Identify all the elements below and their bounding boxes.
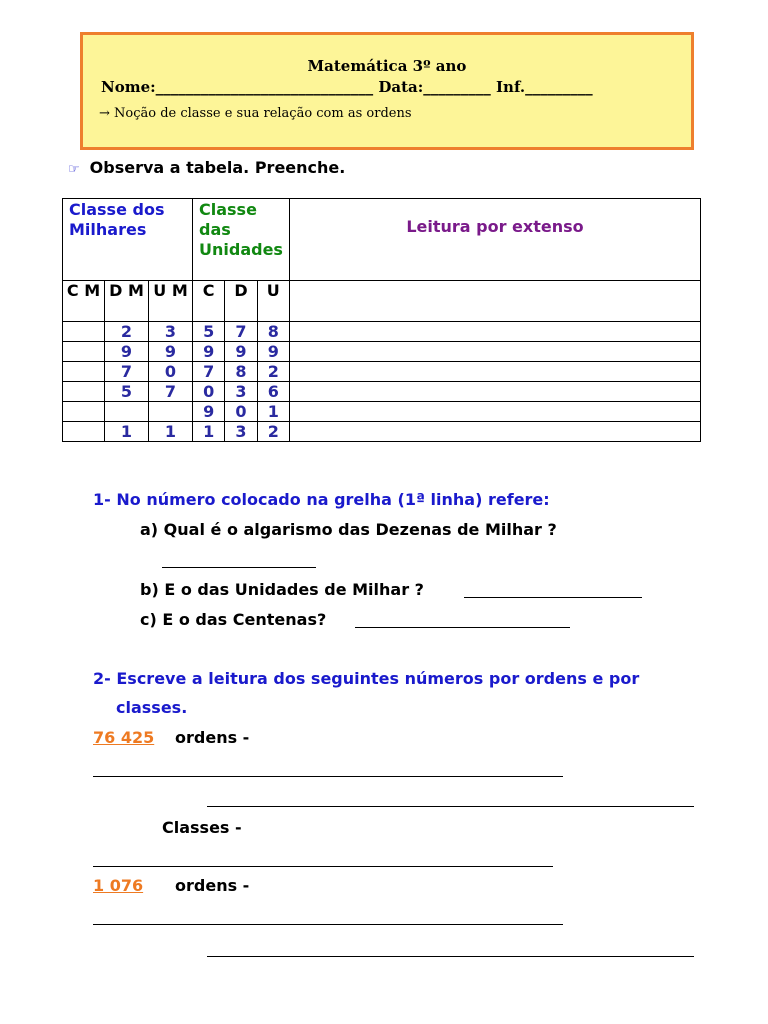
sub-header-u: U (257, 281, 289, 322)
sub-header-dm: D M (105, 281, 149, 322)
number-item-2 (93, 876, 143, 895)
cell-cm[interactable] (63, 362, 105, 382)
cell-reading[interactable] (289, 322, 700, 342)
ordens-label-1: ordens - (175, 728, 250, 747)
topic-line: → Noção de classe e sua relação com as ordens (99, 106, 412, 121)
cell-c[interactable]: 9 (193, 402, 225, 422)
answer-line-classes-1[interactable] (93, 866, 553, 867)
cell-reading[interactable] (289, 362, 700, 382)
cell-reading[interactable] (289, 342, 700, 362)
question-1c: c) E o das Centenas? (140, 610, 327, 629)
worksheet-header (80, 32, 694, 150)
cell-dm[interactable]: 9 (105, 342, 149, 362)
cell-um[interactable]: 7 (149, 382, 193, 402)
cell-reading[interactable] (289, 422, 700, 442)
table-row (63, 382, 701, 402)
question-2 (93, 669, 639, 688)
cell-u[interactable]: 8 (257, 322, 289, 342)
classes-label-1: Classes - (162, 818, 242, 837)
cell-cm[interactable] (63, 382, 105, 402)
table-row (63, 322, 701, 342)
question-1-number: 1- (93, 490, 111, 509)
cell-dm[interactable] (105, 402, 149, 422)
name-date-info-line: Nome:_____________________________ Data:_________ Inf._________ (101, 78, 593, 96)
number-1076: 1 076 (93, 876, 144, 895)
cell-d[interactable]: 0 (225, 402, 257, 422)
cell-d[interactable]: 7 (225, 322, 257, 342)
cell-um[interactable]: 3 (149, 322, 193, 342)
question-2-text-cont: classes. (116, 698, 188, 717)
sub-header-um: U M (149, 281, 193, 322)
cell-d[interactable]: 3 (225, 422, 257, 442)
cell-u[interactable]: 9 (257, 342, 289, 362)
pointing-hand-icon: ☞ (68, 162, 80, 177)
worksheet-title: Matemática 3º ano (307, 57, 467, 75)
question-2-text: Escreve a leitura dos seguintes números por ordens e por (116, 669, 640, 688)
table-row (63, 362, 701, 382)
answer-line-1b[interactable] (464, 597, 642, 598)
answer-line-ordens-1a[interactable] (93, 776, 563, 777)
sub-header-d: D (225, 281, 257, 322)
question-1a: a) Qual é o algarismo das Dezenas de Milhar ? (140, 520, 557, 539)
table-row (63, 422, 701, 442)
table-row (63, 342, 701, 362)
cell-u[interactable]: 6 (257, 382, 289, 402)
place-value-table (62, 198, 701, 442)
cell-c[interactable]: 0 (193, 382, 225, 402)
cell-cm[interactable] (63, 402, 105, 422)
cell-dm[interactable]: 7 (105, 362, 149, 382)
cell-dm[interactable]: 2 (105, 322, 149, 342)
answer-line-1c[interactable] (355, 627, 570, 628)
number-76425: 76 425 (93, 728, 155, 747)
cell-cm[interactable] (63, 342, 105, 362)
sub-header-cm: C M (63, 281, 105, 322)
instruction-text: Observa a tabela. Preenche. (89, 158, 346, 177)
cell-um[interactable]: 1 (149, 422, 193, 442)
table-row (63, 402, 701, 422)
cell-u[interactable]: 2 (257, 362, 289, 382)
answer-line-ordens-2b[interactable] (207, 956, 694, 957)
cell-um[interactable]: 0 (149, 362, 193, 382)
question-1-text: No número colocado na grelha (1ª linha) refere: (116, 490, 550, 509)
sub-header-c: C (193, 281, 225, 322)
cell-c[interactable]: 7 (193, 362, 225, 382)
cell-c[interactable]: 1 (193, 422, 225, 442)
cell-dm[interactable]: 1 (105, 422, 149, 442)
answer-line-1a[interactable] (162, 567, 316, 568)
number-item-1 (93, 728, 154, 747)
cell-u[interactable]: 1 (257, 402, 289, 422)
cell-c[interactable]: 9 (193, 342, 225, 362)
question-1b: b) E o das Unidades de Milhar ? (140, 580, 424, 599)
ordens-label-2: ordens - (175, 876, 250, 895)
class-units-header: Classe das Unidades (193, 199, 290, 281)
class-thousands-header: Classe dos Milhares (63, 199, 193, 281)
cell-reading[interactable] (289, 402, 700, 422)
cell-d[interactable]: 3 (225, 382, 257, 402)
reading-header: Leitura por extenso (289, 199, 700, 281)
cell-d[interactable]: 8 (225, 362, 257, 382)
cell-cm[interactable] (63, 422, 105, 442)
cell-um[interactable]: 9 (149, 342, 193, 362)
question-2-number: 2- (93, 669, 111, 688)
reading-sub-cell[interactable] (289, 281, 700, 322)
cell-u[interactable]: 2 (257, 422, 289, 442)
cell-cm[interactable] (63, 322, 105, 342)
question-1 (93, 490, 550, 509)
cell-d[interactable]: 9 (225, 342, 257, 362)
cell-reading[interactable] (289, 382, 700, 402)
cell-c[interactable]: 5 (193, 322, 225, 342)
cell-dm[interactable]: 5 (105, 382, 149, 402)
cell-um[interactable] (149, 402, 193, 422)
answer-line-ordens-1b[interactable] (207, 806, 694, 807)
instruction (68, 158, 345, 177)
answer-line-ordens-2a[interactable] (93, 924, 563, 925)
